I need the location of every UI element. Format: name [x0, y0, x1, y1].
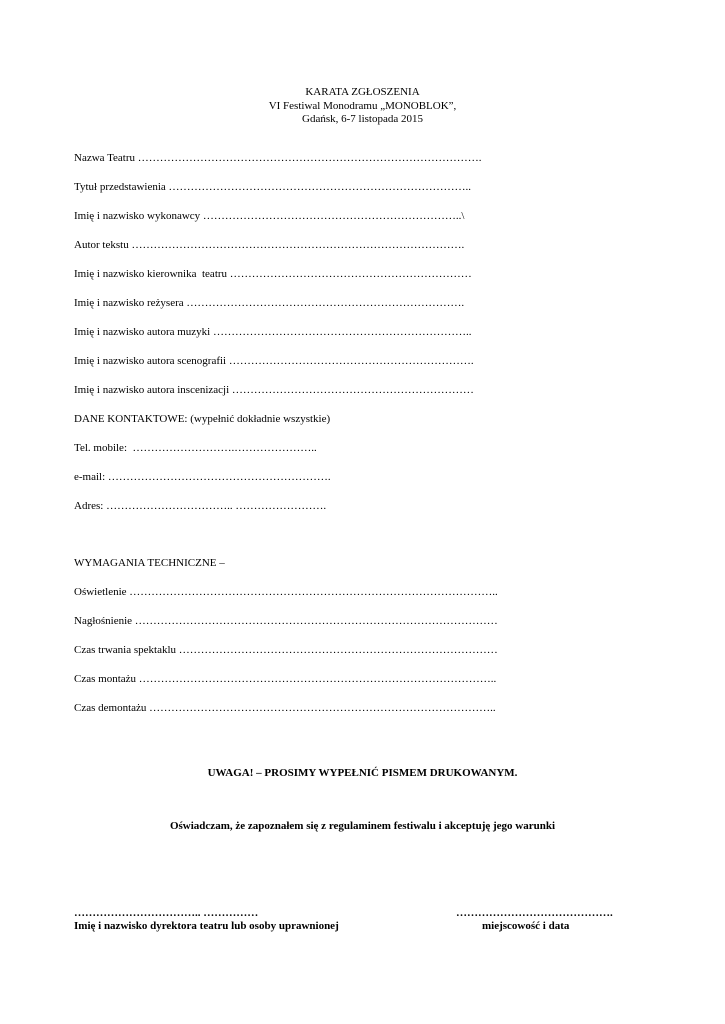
field-email[interactable]: e-mail: ……………………………………………………. [74, 471, 331, 483]
field-address[interactable]: Adres: …………………………….. ……………………. [74, 500, 327, 512]
declaration-text: Oświadczam, że zapoznałem się z regulaminem festiwalu i akceptuję jego warunki [169, 820, 556, 832]
field-performer-name[interactable]: Imię i nazwisko wykonawcy ……………………………………………………………..\ [74, 210, 465, 222]
field-theatre-director[interactable]: Imię i nazwisko kierownika teatru ………………………………………………………… [74, 268, 472, 280]
notice-text: UWAGA! – PROSIMY WYPEŁNIĆ PISMEM DRUKOWANYM. [207, 767, 518, 779]
form-title: KARATA ZGŁOSZENIA [305, 86, 420, 98]
field-staging-author[interactable]: Imię i nazwisko autora inscenizacji ………………………………………………………… [74, 384, 474, 396]
signature-label-left: Imię i nazwisko dyrektora teatru lub osoby uprawnionej [74, 920, 339, 932]
field-music-author[interactable]: Imię i nazwisko autora muzyki …………………………………………………………….. [74, 326, 472, 338]
field-tel-mobile[interactable]: Tel. mobile: ……………………….………………….. [74, 442, 317, 454]
field-theatre-name[interactable]: Nazwa Teatru …………………………………………………………………………………. [74, 152, 482, 164]
technical-heading: WYMAGANIA TECHNICZNE – [74, 557, 225, 569]
festival-place-date: Gdańsk, 6-7 listopada 2015 [302, 113, 423, 125]
field-duration[interactable]: Czas trwania spektaklu …………………………………………………………………………… [74, 644, 498, 656]
festival-name: VI Festiwal Monodramu „MONOBLOK”, [268, 100, 457, 112]
field-scenography-author[interactable]: Imię i nazwisko autora scenografii …………………………………………………………. [74, 355, 474, 367]
field-text-author[interactable]: Autor tekstu ………………………………………………………………………………. [74, 239, 465, 251]
field-sound[interactable]: Nagłośnienie ……………………………………………………………………………………… [74, 615, 498, 627]
field-teardown-time[interactable]: Czas demontażu ………………………………………………………………………………….. [74, 702, 496, 714]
signature-label-right: miejscowość i data [482, 920, 570, 932]
field-lighting[interactable]: Oświetlenie ……………………………………………………………………………………….. [74, 586, 498, 598]
field-setup-time[interactable]: Czas montażu …………………………………………………………………………………….. [74, 673, 497, 685]
signature-line-left[interactable]: …………………………….. …………… [74, 907, 259, 919]
contact-heading: DANE KONTAKTOWE: (wypełnić dokładnie wszystkie) [74, 413, 331, 425]
field-performance-title[interactable]: Tytuł przedstawienia ……………………………………………………………………….. [74, 181, 472, 193]
field-stage-director[interactable]: Imię i nazwisko reżysera …………………………………………………………………. [74, 297, 465, 309]
signature-line-right[interactable]: ……………………………………. [456, 907, 613, 919]
